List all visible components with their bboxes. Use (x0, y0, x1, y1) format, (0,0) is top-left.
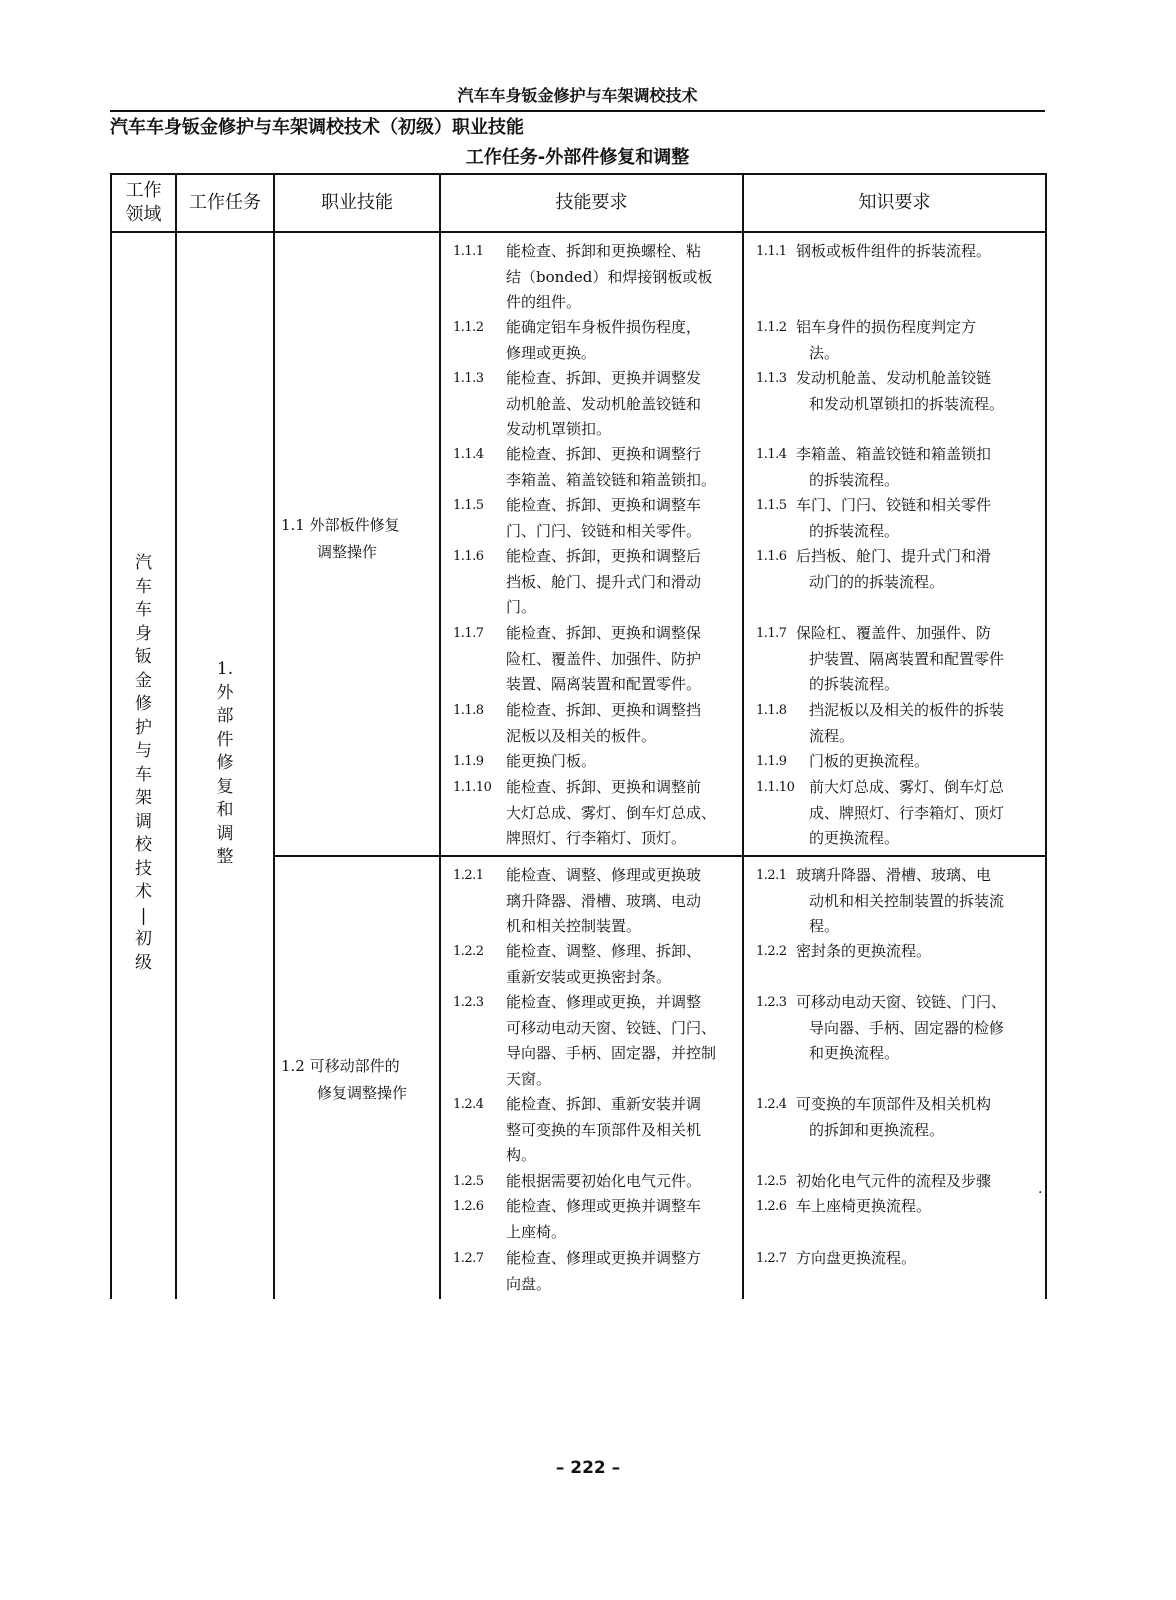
column-divider (273, 173, 275, 1299)
skill_requirements-line: 天窗。 (506, 1069, 552, 1088)
table-subtitle: 工作任务-外部件修复和调整 (465, 147, 690, 168)
skill_requirements-number: 1.1.1 (453, 244, 484, 259)
header-domain-line: 领域 (125, 204, 162, 225)
skills-table (110, 173, 1047, 1299)
header-bottom-border (110, 231, 1047, 233)
domain-char: 钣 (135, 647, 152, 667)
task-char: 外 (216, 682, 234, 703)
skill_requirements-number: 1.2.6 (453, 1199, 484, 1214)
knowledge_requirements-number: 1.1.9 (756, 754, 787, 769)
domain-char: 身 (135, 623, 152, 644)
knowledge_requirements-line: 护装置、隔离装置和配置零件 (809, 649, 1005, 668)
page-number: – 222 – (555, 1458, 621, 1478)
domain-char: 校 (135, 835, 152, 855)
skill_requirements-line: 构。 (506, 1146, 537, 1164)
domain-cell (112, 552, 175, 975)
skill_requirements-number: 1.1.5 (453, 498, 484, 513)
skill_requirements-number: 1.2.4 (453, 1097, 484, 1112)
knowledge_requirements-line: 方向盘更换流程。 (796, 1249, 917, 1267)
knowledge_requirements-number: 1.1.2 (756, 320, 787, 335)
skill_requirements-number: 1.2.3 (453, 995, 484, 1010)
task-char: 和 (216, 800, 234, 820)
knowledge_requirements-line: 的拆装流程。 (809, 470, 900, 489)
knowledge_requirements-line: 和更换流程。 (809, 1044, 900, 1062)
running-header: 汽车车身钣金修护与车架调校技术 (110, 84, 1045, 112)
knowledge_requirements-line: 动门的的拆装流程。 (809, 572, 945, 591)
knowledge_requirements-line: 成、牌照灯、行李箱灯、顶灯 (809, 803, 1005, 822)
header-domain-line: 工作 (125, 180, 162, 201)
skill_requirements-line: 泥板以及相关的板件。 (506, 726, 657, 745)
skill_requirements-number: 1.1.2 (453, 320, 484, 335)
domain-char: 术 (135, 882, 152, 902)
skill_requirements-line: 能检查、拆卸、更换和调整保 (506, 624, 702, 642)
domain-char: | (140, 905, 147, 926)
skill_requirements-line: 能检查、拆卸、重新安装并调 (506, 1095, 702, 1113)
skill_requirements-line: 能更换门板。 (506, 752, 597, 770)
skill_requirements-line: 能检查、修理或更换，并调整 (506, 993, 702, 1011)
skill_requirements-line: 整可变换的车顶部件及相关机 (506, 1120, 702, 1139)
knowledge_requirements-line: 导向器、手柄、固定器的检修 (809, 1018, 1005, 1037)
skill_requirements-line: 机和相关控制装置。 (506, 917, 642, 935)
knowledge_requirements-number: 1.2.5 (756, 1174, 787, 1189)
skill-1-1 (281, 512, 400, 566)
skill_requirements-line: 上座椅。 (506, 1222, 567, 1241)
skill-line: 调整操作 (317, 543, 378, 561)
table-right-border (1045, 173, 1047, 1299)
domain-char: 技 (135, 858, 152, 879)
domain-char: 护 (135, 717, 152, 738)
skill-1-2 (281, 1053, 407, 1107)
skill_requirements-line: 能检查、拆卸、更换和调整前 (506, 778, 702, 796)
domain-char: 调 (135, 811, 152, 832)
skill_requirements-line: 门、门闩、铰链和相关零件。 (506, 521, 702, 540)
skill_requirements-line: 装置、隔离装置和配置零件。 (506, 675, 702, 693)
skill_requirements-line: 能根据需要初始化电气元件。 (506, 1172, 702, 1190)
knowledge_requirements-line: 密封条的更换流程。 (796, 942, 932, 960)
domain-char: 金 (135, 670, 152, 691)
skill_requirements-number: 1.1.6 (453, 549, 484, 564)
knowledge_requirements-number: 1.2.7 (756, 1251, 787, 1266)
skill_requirements-line: 能检查、拆卸、更换和调整车 (506, 496, 702, 514)
knowledge_requirements-line: 和发动机罩锁扣的拆装流程。 (809, 394, 1005, 413)
skill_requirements-number: 1.1.9 (453, 754, 484, 769)
knowledge_requirements-number: 1.1.3 (756, 371, 787, 386)
task-char: 调 (216, 823, 234, 844)
skill_requirements-line: 大灯总成、雾灯、倒车灯总成、 (506, 803, 717, 822)
task-char: 修 (216, 753, 234, 773)
skill_requirements-number: 1.2.7 (453, 1251, 484, 1266)
knowledge_requirements-line: 后挡板、舱门、提升式门和滑 (796, 547, 992, 565)
skill_requirements-number: 1.1.3 (453, 371, 484, 386)
task-char: 整 (216, 847, 234, 867)
domain-char: 汽 (135, 553, 152, 573)
skill_requirements-line: 件的组件。 (506, 293, 582, 311)
domain-char: 车 (135, 576, 152, 597)
column-divider (439, 173, 441, 1299)
skill_requirements-line: 重新安装或更换密封条。 (506, 967, 672, 986)
skill_requirements-line: 牌照灯、行李箱灯、顶灯。 (506, 829, 687, 847)
skill_requirements-number: 1.2.5 (453, 1174, 484, 1189)
skill_requirements-number: 1.1.10 (453, 780, 492, 795)
domain-char: 级 (135, 952, 152, 973)
knowledge_requirements-line: 挡泥板以及相关的板件的拆装 (809, 701, 1005, 719)
domain-char: 车 (135, 764, 152, 785)
knowledge_requirements-line: 动机和相关控制装置的拆装流 (809, 891, 1005, 910)
knowledge_requirements-line: 玻璃升降器、滑槽、玻璃、电 (796, 866, 992, 884)
skill_requirements-line: 璃升降器、滑槽、玻璃、电动 (506, 891, 702, 910)
domain-char: 与 (135, 741, 152, 761)
skill_requirements-line: 挡板、舱门、提升式门和滑动 (506, 572, 702, 591)
task-char: 件 (216, 729, 234, 750)
skill-line: 1.1 外部板件修复 (281, 516, 400, 534)
knowledge_requirements-number: 1.1.8 (756, 703, 787, 718)
knowledge_requirements-line: 流程。 (809, 726, 855, 745)
document-title: 汽车车身钣金修护与车架调校技术（初级）职业技能 (110, 117, 524, 138)
skill_requirements-line: 修理或更换。 (506, 343, 597, 362)
knowledge_requirements-number: 1.1.5 (756, 498, 787, 513)
row-divider (273, 855, 1047, 857)
skill_requirements-line: 能检查、调整、修理或更换玻 (506, 866, 702, 884)
skill_requirements-line: 能检查、拆卸、更换并调整发 (506, 369, 702, 387)
knowledge_requirements-line: 李箱盖、箱盖铰链和箱盖锁扣 (796, 445, 992, 463)
knowledge_requirements-number: 1.1.1 (756, 244, 787, 259)
knowledge_requirements-line: 保险杠、覆盖件、加强件、防 (796, 624, 992, 642)
knowledge_requirements-number: 1.2.3 (756, 995, 787, 1010)
knowledge_requirements-line: 初始化电气元件的流程及步骤 (796, 1172, 992, 1190)
skill_requirements-number: 1.1.7 (453, 626, 484, 641)
knowledge_requirements-line: 程。 (809, 917, 840, 935)
skill_requirements-line: 结（bonded）和焊接钢板或板 (506, 267, 713, 286)
skill_requirements-line: 能检查、修理或更换并调整方 (506, 1249, 702, 1267)
knowledge_requirements-line: 的更换流程。 (809, 829, 900, 847)
knowledge_requirements-line: 钢板或板件组件的拆装流程。 (796, 242, 992, 260)
knowledge_requirements-number: 1.2.2 (756, 944, 787, 959)
knowledge_requirements-number: 1.2.4 (756, 1097, 787, 1112)
skill_requirements-line: 能检查、拆卸，更换和调整后 (506, 547, 702, 565)
header-task: 工作任务 (189, 192, 261, 213)
skill_requirements-line: 向盘。 (506, 1274, 552, 1293)
knowledge_requirements-line: 发动机舱盖、发动机舱盖铰链 (796, 369, 992, 387)
task-cell (177, 658, 273, 870)
knowledge_requirements-number: 1.1.6 (756, 549, 787, 564)
task-char: 复 (216, 776, 234, 797)
skill-line: 修复调整操作 (317, 1084, 408, 1102)
skill_requirements-line: 门。 (506, 598, 537, 616)
stray-mark: · (1038, 1185, 1043, 1201)
knowledge_requirements-line: 可变换的车顶部件及相关机构 (796, 1095, 992, 1113)
skill_requirements-number: 1.1.8 (453, 703, 484, 718)
header-knowledge-requirements: 知识要求 (858, 192, 931, 213)
domain-char: 初 (135, 929, 152, 949)
skill_requirements-number: 1.1.4 (453, 447, 484, 462)
skill_requirements-line: 导向器、手柄、固定器，并控制 (506, 1044, 717, 1062)
knowledge_requirements-line: 前大灯总成、雾灯、倒车灯总 (809, 778, 1005, 796)
skill_requirements-line: 李箱盖、箱盖铰链和箱盖锁扣。 (506, 470, 717, 489)
skill_requirements-number: 1.2.1 (453, 868, 484, 883)
skill_requirements-line: 动机舱盖、发动机舱盖铰链和 (506, 394, 702, 413)
knowledge_requirements-line: 车上座椅更换流程。 (796, 1197, 932, 1215)
skill-line: 1.2 可移动部件的 (281, 1057, 400, 1075)
skill_requirements-number: 1.2.2 (453, 944, 484, 959)
knowledge_requirements-number: 1.2.1 (756, 868, 787, 883)
skill_requirements-line: 能检查、调整、修理、拆卸、 (506, 942, 702, 960)
skill_requirements-line: 可移动电动天窗、铰链、门闩、 (506, 1018, 717, 1037)
skill_requirements-line: 能检查、拆卸和更换螺栓、粘 (506, 242, 702, 260)
column-divider (742, 173, 744, 1299)
knowledge_requirements-line: 门板的更换流程。 (809, 752, 930, 770)
domain-char: 架 (135, 788, 152, 808)
knowledge_requirements-line: 的拆装流程。 (809, 521, 900, 540)
skill_requirements-line: 能检查、拆卸、更换和调整行 (506, 445, 702, 463)
knowledge_requirements-line: 可移动电动天窗、铰链、门闩、 (796, 993, 1007, 1011)
task-char: 部 (216, 706, 234, 726)
knowledge_requirements-line: 车门、门闩、铰链和相关零件 (796, 496, 992, 514)
skill_requirements-line: 险杠、覆盖件、加强件、防护 (506, 649, 702, 668)
header-skill: 职业技能 (321, 192, 393, 213)
skill_requirements-line: 发动机罩锁扣。 (506, 420, 612, 438)
header-skill-requirements: 技能要求 (555, 192, 628, 213)
domain-char: 修 (135, 694, 152, 714)
header-domain (112, 175, 175, 231)
domain-char: 车 (135, 600, 152, 620)
knowledge_requirements-line: 铝车身件的损伤程度判定方 (796, 318, 977, 336)
knowledge_requirements-number: 1.1.7 (756, 626, 787, 641)
knowledge_requirements-number: 1.1.4 (756, 447, 787, 462)
task-char: 1. (216, 659, 234, 679)
skill_requirements-line: 能检查、拆卸、更换和调整挡 (506, 701, 702, 719)
knowledge_requirements-line: 的拆装流程。 (809, 675, 900, 693)
skill_requirements-line: 能确定铝车身板件损伤程度， (506, 318, 702, 336)
knowledge_requirements-number: 1.2.6 (756, 1199, 787, 1214)
skill_requirements-line: 能检查、修理或更换并调整车 (506, 1197, 702, 1215)
knowledge_requirements-line: 的拆卸和更换流程。 (809, 1120, 945, 1139)
knowledge_requirements-line: 法。 (809, 343, 840, 362)
knowledge_requirements-number: 1.1.10 (756, 780, 795, 795)
